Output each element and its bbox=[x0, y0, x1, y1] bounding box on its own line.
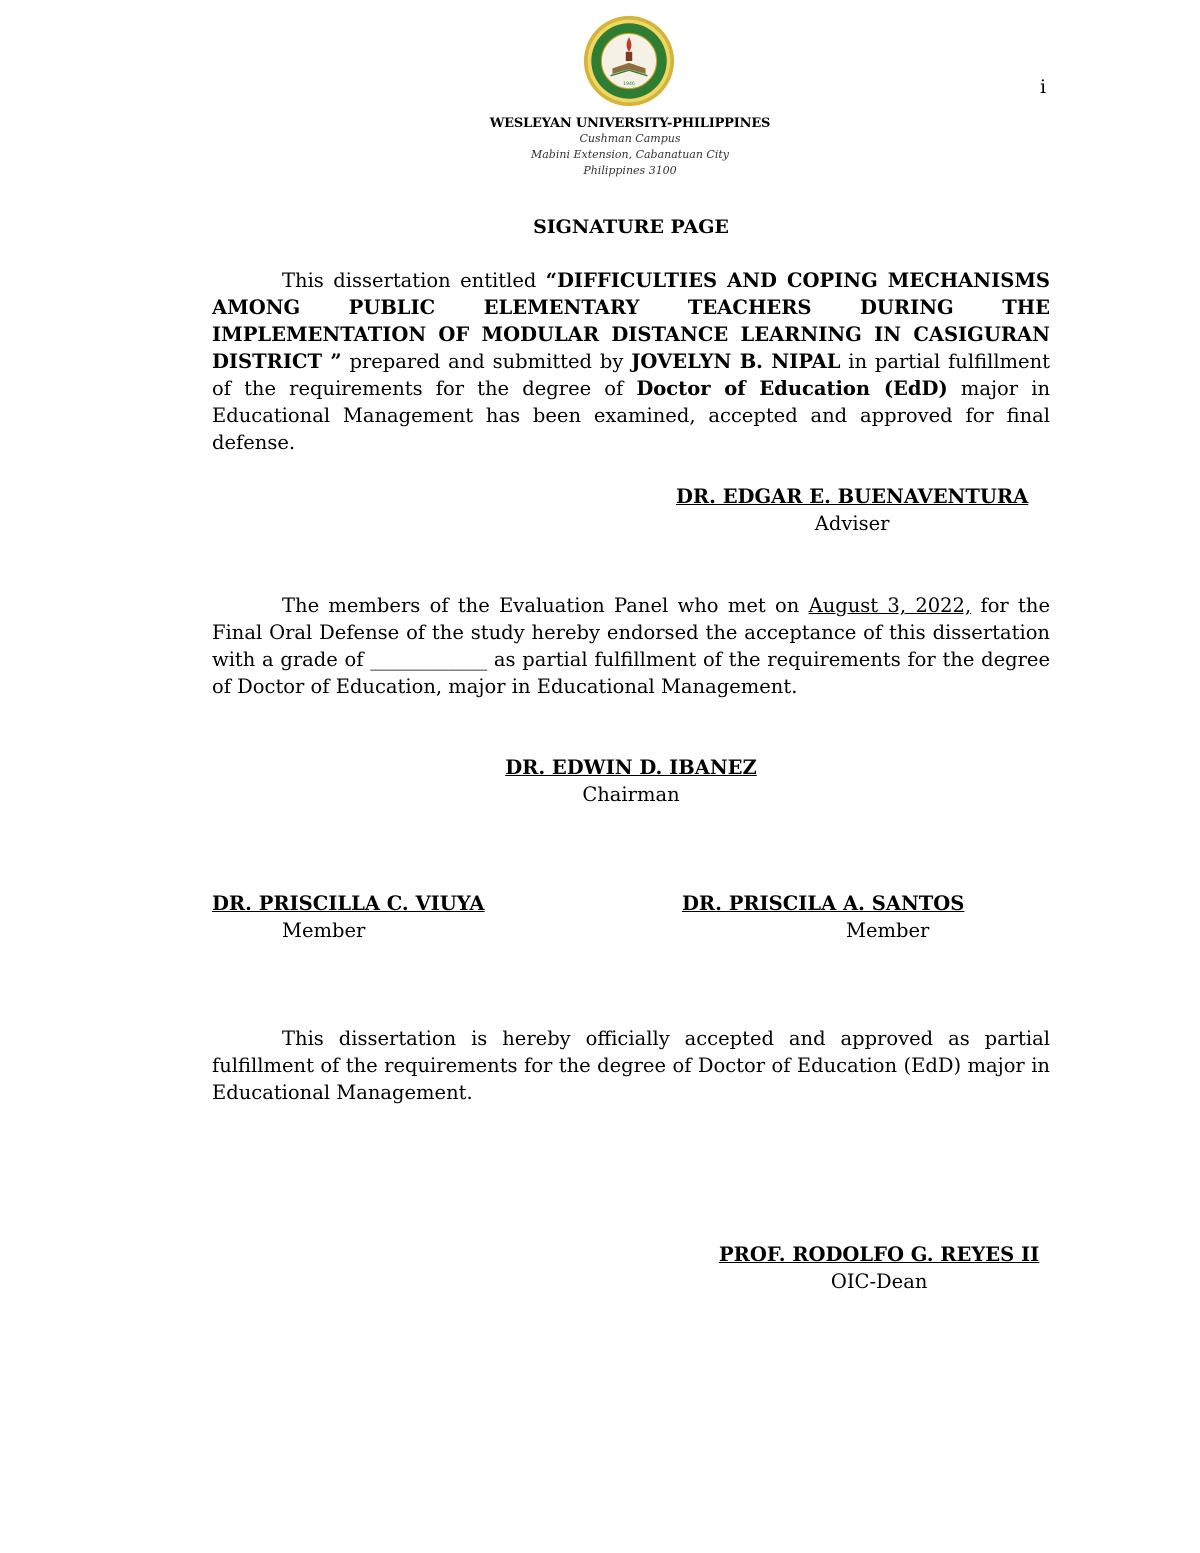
approval-text-1: prepared and submitted by bbox=[341, 350, 632, 373]
adviser-role: Adviser bbox=[814, 512, 890, 535]
campus-name: Cushman Campus bbox=[579, 132, 681, 145]
member1-name: DR. PRISCILLA C. VIUYA bbox=[212, 892, 485, 915]
svg-text:1946: 1946 bbox=[623, 81, 635, 87]
member1-signature-block bbox=[212, 890, 485, 944]
chairman-name: DR. EDWIN D. IBANEZ bbox=[505, 756, 757, 779]
university-address: Mabini Extension, Cabanatuan City bbox=[530, 148, 730, 161]
dean-signature-block bbox=[719, 1241, 1039, 1295]
chairman-role: Chairman bbox=[582, 783, 680, 806]
dean-role: OIC-Dean bbox=[830, 1270, 928, 1293]
author-name: JOVELYN B. NIPAL bbox=[631, 350, 841, 373]
member2-signature-block bbox=[682, 890, 964, 944]
page-number: i bbox=[1040, 76, 1047, 98]
university-name: WESLEYAN UNIVERSITY-PHILIPPINES bbox=[489, 116, 771, 131]
final-paragraph bbox=[212, 1025, 1050, 1106]
member2-role: Member bbox=[846, 919, 930, 942]
final-text: This dissertation is hereby officially accepted and approved as partial fulfillment of the requirements for the degree of Doctor of Education (EdD) major in Educational Management. bbox=[212, 1027, 1050, 1104]
adviser-signature-block bbox=[676, 483, 1028, 537]
adviser-name: DR. EDGAR E. BUENAVENTURA bbox=[676, 485, 1029, 508]
grade-blank: ____________ bbox=[370, 648, 488, 671]
page-title: SIGNATURE PAGE bbox=[533, 216, 729, 238]
panel-paragraph bbox=[212, 592, 1050, 700]
panel-text-mid: for the Final Oral Defense of the study hereby endorsed the acceptance of this dissertation with a grade of bbox=[212, 594, 1050, 671]
study-title: “DIFFICULTIES AND COPING MECHANISMS AMONG PUBLIC ELEMENTARY TEACHERS DURING THE IMPLEMENTATION OF MODULAR DISTANCE LEARNING IN CASIGURAN DISTRICT ” bbox=[212, 269, 1050, 373]
letterhead bbox=[330, 116, 930, 179]
member1-role: Member bbox=[282, 919, 366, 942]
degree-name: Doctor of Education (EdD) bbox=[636, 377, 948, 400]
panel-text-end: as partial fulfillment of the requirements for the degree of Doctor of Education, major in Educational Management. bbox=[212, 648, 1050, 698]
defense-date: August 3, 2022, bbox=[808, 594, 972, 617]
chairman-signature-block bbox=[212, 754, 1050, 808]
approval-text-2: in partial fulfillment of the requirements for the degree of bbox=[212, 350, 1050, 400]
dean-name: PROF. RODOLFO G. REYES II bbox=[719, 1243, 1040, 1266]
member2-name: DR. PRISCILA A. SANTOS bbox=[682, 892, 965, 915]
approval-intro: This dissertation entitled bbox=[282, 269, 546, 292]
approval-paragraph bbox=[212, 267, 1050, 456]
approval-text-end: major in Educational Management has been examined, accepted and approved for final defense. bbox=[212, 377, 1051, 454]
panel-intro: The members of the Evaluation Panel who met on bbox=[282, 594, 809, 617]
university-seal-icon bbox=[583, 15, 675, 107]
university-postal: Philippines 3100 bbox=[583, 164, 677, 177]
